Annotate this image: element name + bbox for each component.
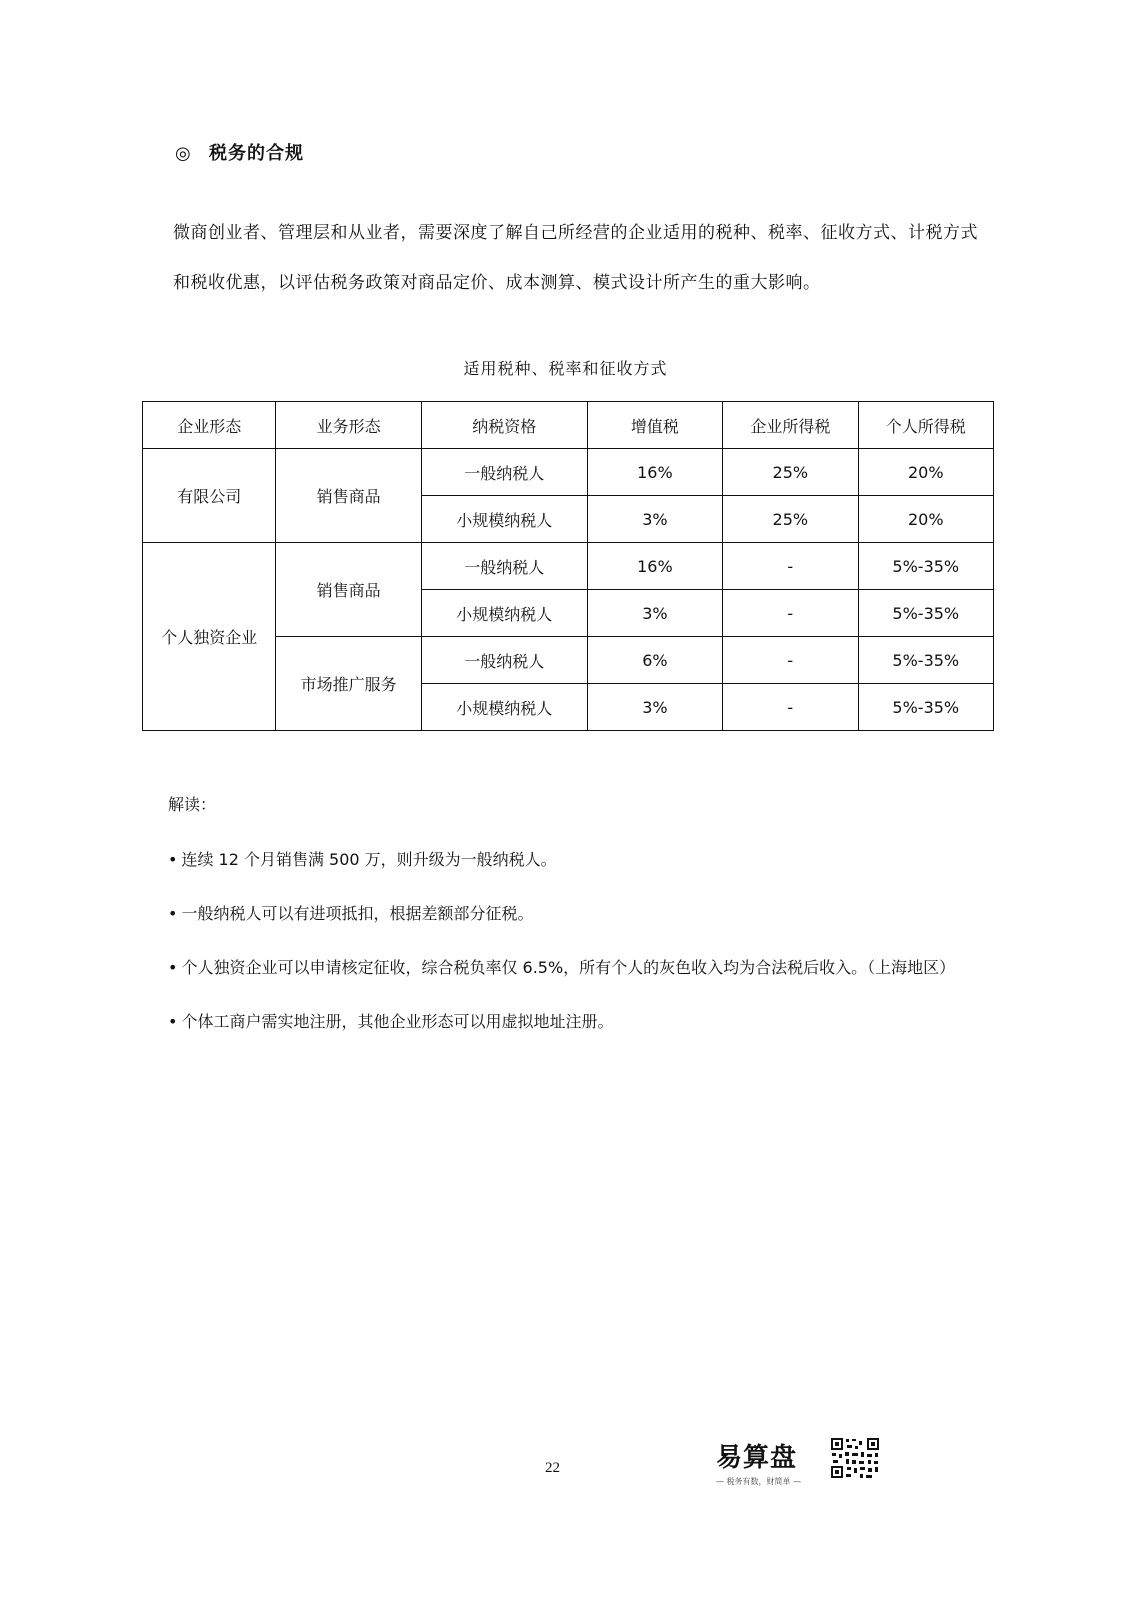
qualification-cell: 小规模纳税人	[421, 590, 587, 637]
list-item	[168, 900, 998, 928]
header-business: 业务形态	[276, 402, 422, 449]
table-header-row	[143, 402, 994, 449]
logo-text: 易算盘	[716, 1443, 798, 1473]
cit-cell: 25%	[723, 496, 858, 543]
business-cell: 销售商品	[276, 449, 422, 543]
entity-cell: 有限公司	[143, 449, 276, 543]
qualification-cell: 小规模纳税人	[421, 684, 587, 731]
list-item-text: 一般纳税人可以有进项抵扣，根据差额部分征税。	[181, 904, 534, 923]
entity-cell: 个人独资企业	[143, 543, 276, 731]
table-row	[143, 449, 994, 496]
vat-cell: 16%	[587, 543, 722, 590]
qualification-cell: 一般纳税人	[421, 543, 587, 590]
bullet-icon: •	[168, 904, 178, 923]
pit-cell: 5%-35%	[858, 590, 993, 637]
vat-cell: 16%	[587, 449, 722, 496]
vat-cell: 6%	[587, 637, 722, 684]
cit-cell: -	[723, 543, 858, 590]
list-item-text: 个人独资企业可以申请核定征收，综合税负率仅 6.5%，所有个人的灰色收入均为合法税后收入。（上海地区）	[181, 958, 956, 977]
pit-cell: 5%-35%	[858, 684, 993, 731]
list-item-text: 个体工商户需实地注册，其他企业形态可以用虚拟地址注册。	[181, 1012, 614, 1031]
page-number: 22	[545, 1460, 560, 1476]
brand-logo	[716, 1437, 816, 1487]
qualification-cell: 一般纳税人	[421, 449, 587, 496]
pit-cell: 5%-35%	[858, 543, 993, 590]
section-title: 税务的合规	[209, 143, 304, 164]
list-item	[168, 846, 998, 874]
pit-cell: 20%	[858, 449, 993, 496]
list-item	[168, 954, 998, 982]
cit-cell: -	[723, 637, 858, 684]
cit-cell: -	[723, 684, 858, 731]
cit-cell: -	[723, 590, 858, 637]
intro-paragraph: 微商创业者、管理层和从业者，需要深度了解自己所经营的企业适用的税种、税率、征收方式、计税方式和税收优惠，以评估税务政策对商品定价、成本测算、模式设计所产生的重大影响。	[173, 223, 978, 293]
interpretation-list	[168, 846, 998, 1062]
table-row	[143, 543, 994, 590]
header-pit: 个人所得税	[858, 402, 993, 449]
section-symbol: ◎	[175, 143, 192, 164]
cit-cell: 25%	[723, 449, 858, 496]
header-qualification: 纳税资格	[421, 402, 587, 449]
tax-table	[142, 401, 994, 731]
bullet-icon: •	[168, 850, 178, 869]
vat-cell: 3%	[587, 684, 722, 731]
header-entity: 企业形态	[143, 402, 276, 449]
vat-cell: 3%	[587, 590, 722, 637]
header-cit: 企业所得税	[723, 402, 858, 449]
list-item	[168, 1008, 998, 1036]
pit-cell: 20%	[858, 496, 993, 543]
qualification-cell: 小规模纳税人	[421, 496, 587, 543]
logo-slogan: — 税务有数，财简单 —	[716, 1477, 802, 1486]
business-cell: 市场推广服务	[276, 637, 422, 731]
pit-cell: 5%-35%	[858, 637, 993, 684]
qualification-cell: 一般纳税人	[421, 637, 587, 684]
vat-cell: 3%	[587, 496, 722, 543]
qr-code-icon	[830, 1437, 880, 1479]
bullet-icon: •	[168, 958, 178, 977]
business-cell: 销售商品	[276, 543, 422, 637]
interpretation-title: 解读：	[168, 795, 217, 814]
table-caption: 适用税种、税率和征收方式	[463, 359, 668, 378]
list-item-text: 连续 12 个月销售满 500 万，则升级为一般纳税人。	[181, 850, 557, 869]
bullet-icon: •	[168, 1012, 178, 1031]
header-vat: 增值税	[587, 402, 722, 449]
section-heading	[175, 139, 304, 165]
